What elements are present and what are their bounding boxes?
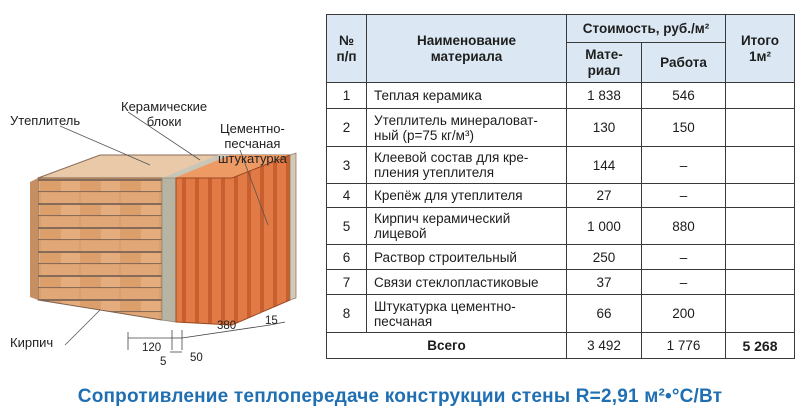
row-material-cost: 37 [567,270,642,295]
table-row [327,184,795,208]
table-row [327,245,795,270]
row-number: 8 [327,295,367,333]
row-number: 7 [327,270,367,295]
row-name: Утеплитель минераловат- ный (р=75 кг/м³) [367,109,567,147]
brick-side-face [30,178,38,300]
row-name: Штукатурка цементно- песчаная [367,295,567,333]
row-number: 6 [327,245,367,270]
header-material: Мате- риал [567,43,642,83]
row-number: 3 [327,147,367,184]
row-number: 2 [327,109,367,147]
row-number: 1 [327,83,367,109]
row-total [726,295,795,333]
summary-row [327,333,795,359]
summary-grand-total: 5 268 [726,333,795,359]
row-labor-cost: 880 [642,208,726,245]
row-total [726,184,795,208]
summary-material: 3 492 [567,333,642,359]
header-cost-group: Стоимость, руб./м² [567,15,726,43]
table-row [327,270,795,295]
row-name: Связи стеклопластиковые [367,270,567,295]
summary-labor: 1 776 [642,333,726,359]
row-name: Крепёж для утеплителя [367,184,567,208]
table-row [327,109,795,147]
row-material-cost: 250 [567,245,642,270]
row-material-cost: 27 [567,184,642,208]
header-total: Итого 1м² [726,15,795,83]
row-labor-cost: 200 [642,295,726,333]
row-material-cost: 144 [567,147,642,184]
row-number: 4 [327,184,367,208]
row-number: 5 [327,208,367,245]
dim-block: 380 [217,320,237,332]
row-material-cost: 1 838 [567,83,642,109]
label-insulation: Утеплитель [10,113,81,128]
row-total [726,83,795,109]
row-total [726,109,795,147]
table-row [327,83,795,109]
row-labor-cost: – [642,245,726,270]
header-labor: Работа [642,43,726,83]
insulation-layer [162,178,176,322]
plaster-layer [290,153,296,300]
dim-gap: 5 [160,356,167,368]
row-labor-cost: – [642,270,726,295]
label-ceramic-blocks: Керамические блоки [121,99,208,129]
header-material-name: Наименование материала [367,15,567,83]
row-material-cost: 130 [567,109,642,147]
dim-insulation: 50 [190,352,203,364]
row-name: Раствор строительный [367,245,567,270]
table-row [327,208,795,245]
row-total [726,147,795,184]
caption-thermal-resistance: Сопротивление теплопередаче конструкции стены R=2,91 м²•°C/Вт [77,386,723,407]
row-total [726,270,795,295]
row-labor-cost: 150 [642,109,726,147]
row-material-cost: 66 [567,295,642,333]
row-labor-cost: – [642,184,726,208]
row-material-cost: 1 000 [567,208,642,245]
row-name: Теплая керамика [367,83,567,109]
row-labor-cost: – [642,147,726,184]
row-total [726,208,795,245]
dim-plaster: 15 [265,315,278,327]
brick-layer [38,178,162,320]
label-plaster: Цементно- песчаная штукатурка [218,121,287,166]
row-labor-cost: 546 [642,83,726,109]
summary-label: Всего [327,333,567,359]
table-row [327,295,795,333]
row-name: Кирпич керамический лицевой [367,208,567,245]
table-row [327,147,795,184]
cost-table [326,14,795,359]
row-name: Клеевой состав для кре- пления утеплителя [367,147,567,184]
header-number: № п/п [327,15,367,83]
dim-brick: 120 [142,342,162,354]
ceramic-block-layer [176,155,290,325]
label-brick: Кирпич [10,335,54,350]
row-total [726,245,795,270]
